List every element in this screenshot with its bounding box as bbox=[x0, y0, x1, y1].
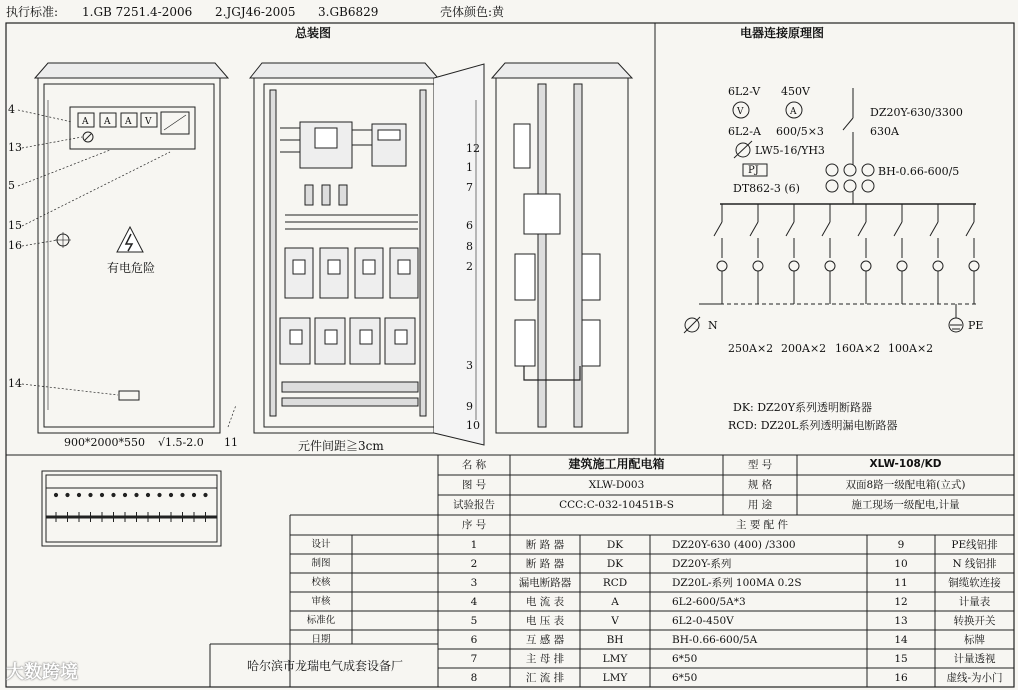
callout-13: 13 bbox=[8, 141, 22, 154]
branch-breaker bbox=[750, 222, 758, 236]
part-name2: 铜缆软连接 bbox=[948, 577, 1001, 589]
part-name2: PE线铝排 bbox=[951, 539, 998, 551]
callout-12: 12 bbox=[466, 142, 480, 155]
schematic-title: 电器连接原理图 bbox=[740, 26, 825, 40]
branch-breaker bbox=[930, 222, 938, 236]
svg-text:A: A bbox=[104, 117, 111, 127]
busbar-drawing bbox=[42, 471, 221, 546]
part-name: 电 流 表 bbox=[525, 596, 565, 608]
part-name2: 标牌 bbox=[964, 634, 985, 646]
busbar-hole bbox=[66, 493, 69, 496]
spacing-note: 元件间距≧3cm bbox=[298, 439, 384, 453]
svg-text:V: V bbox=[737, 107, 744, 117]
part-no2: 15 bbox=[894, 653, 908, 665]
branch-current-2: 200A×2 bbox=[781, 342, 827, 355]
busbar-hole bbox=[135, 493, 138, 496]
part-no2: 9 bbox=[897, 539, 905, 551]
part-name2: 计量透视 bbox=[953, 653, 996, 665]
ammeter-label: 6L2-A bbox=[728, 125, 761, 138]
branch-breaker bbox=[714, 222, 722, 236]
cabinet-side-view bbox=[492, 63, 632, 433]
voltmeter-label: 6L2-V bbox=[728, 85, 761, 98]
warning-text: 有电危险 bbox=[107, 261, 156, 275]
part-name: 断 路 器 bbox=[525, 539, 565, 551]
branch-breaker bbox=[894, 222, 902, 236]
branch-breaker bbox=[786, 222, 794, 236]
branch-rcd bbox=[789, 261, 799, 271]
busbar-hole bbox=[100, 493, 103, 496]
callout-3: 3 bbox=[466, 359, 473, 372]
part-spec: DZ20L-系列 100MA 0.2S bbox=[672, 577, 802, 589]
branch-rcd bbox=[861, 261, 871, 271]
callout-7: 7 bbox=[466, 181, 473, 194]
standards-label: 执行标准: bbox=[6, 5, 59, 19]
callout-16: 16 bbox=[8, 239, 22, 252]
pj-label: PJ bbox=[748, 165, 759, 176]
standard-1: 1.GB 7251.4-2006 bbox=[82, 5, 193, 19]
busbar-hole bbox=[77, 493, 80, 496]
approval-label: 制图 bbox=[311, 558, 331, 569]
part-name: 电 压 表 bbox=[525, 615, 565, 627]
svg-text:A: A bbox=[125, 117, 132, 127]
branch-breaker bbox=[966, 222, 974, 236]
standard-3: 3.GB6829 bbox=[318, 5, 379, 19]
part-no2: 13 bbox=[894, 615, 908, 627]
busbar-hole bbox=[181, 493, 184, 496]
watermark: 大数跨境 bbox=[6, 662, 78, 683]
part-no: 6 bbox=[470, 634, 478, 646]
part-code: BH bbox=[606, 634, 624, 646]
part-spec: 6L2-600/5A*3 bbox=[672, 596, 746, 608]
cabinet-interior-view bbox=[250, 63, 484, 445]
part-name: 漏电断路器 bbox=[518, 577, 572, 589]
ammeter-spec: 600/5×3 bbox=[776, 125, 824, 138]
busbar-hole bbox=[192, 493, 195, 496]
part-no: 3 bbox=[470, 577, 478, 589]
callout-11: 11 bbox=[224, 436, 238, 449]
name-value: 建筑施工用配电箱 bbox=[568, 457, 665, 471]
branch-breaker bbox=[858, 222, 866, 236]
switch-label: LW5-16/YH3 bbox=[755, 144, 825, 157]
part-code: DK bbox=[606, 558, 624, 570]
part-no: 5 bbox=[470, 615, 478, 627]
svg-text:A: A bbox=[790, 107, 797, 117]
part-no: 8 bbox=[470, 672, 478, 684]
callout-2: 2 bbox=[466, 260, 473, 273]
branch-breaker bbox=[822, 222, 830, 236]
approval-label: 审核 bbox=[311, 596, 331, 607]
main-parts-label: 主 要 配 件 bbox=[735, 519, 788, 531]
callout-8: 8 bbox=[466, 240, 473, 253]
main-current: 630A bbox=[870, 125, 899, 138]
branch-current-4: 100A×2 bbox=[888, 342, 934, 355]
busbar-hole bbox=[204, 493, 207, 496]
part-name: 断 路 器 bbox=[525, 558, 565, 570]
part-name2: 转换开关 bbox=[953, 615, 996, 627]
part-code: V bbox=[611, 615, 619, 627]
cabinet-front-view bbox=[18, 63, 236, 433]
branch-rcd bbox=[897, 261, 907, 271]
busbar-hole bbox=[169, 493, 172, 496]
ct-label: BH-0.66-600/5 bbox=[878, 165, 960, 178]
part-no: 1 bbox=[470, 539, 478, 551]
part-name2: 计量表 bbox=[958, 596, 991, 608]
part-name: 互 感 器 bbox=[525, 634, 565, 646]
callout-14: 14 bbox=[8, 377, 22, 390]
part-spec: BH-0.66-600/5A bbox=[672, 634, 758, 646]
breaker-model: DZ20Y-630/3300 bbox=[870, 106, 963, 119]
branch-current-3: 160A×2 bbox=[835, 342, 881, 355]
type-value: XLW-108/KD bbox=[869, 458, 942, 470]
use-label: 用 途 bbox=[747, 499, 773, 511]
part-name2: N 线铝排 bbox=[952, 558, 997, 570]
part-no: 4 bbox=[470, 596, 478, 608]
name-label: 名 称 bbox=[461, 459, 487, 471]
part-no2: 10 bbox=[894, 558, 908, 570]
drawing-value: XLW-D003 bbox=[588, 479, 645, 491]
part-code: RCD bbox=[602, 577, 628, 589]
n-label: N bbox=[708, 319, 718, 332]
callout-4: 4 bbox=[8, 103, 15, 116]
busbar-hole bbox=[54, 493, 57, 496]
busbar-hole bbox=[112, 493, 115, 496]
part-no2: 16 bbox=[894, 672, 908, 684]
spec-label: 规 格 bbox=[747, 479, 773, 491]
part-no: 2 bbox=[470, 558, 478, 570]
callout-9: 9 bbox=[466, 400, 473, 413]
part-name: 主 母 排 bbox=[525, 653, 565, 665]
part-spec: DZ20Y-630 (400) /3300 bbox=[672, 539, 796, 551]
part-code: LMY bbox=[602, 653, 628, 665]
approval-label: 标准化 bbox=[306, 615, 336, 626]
shell-color: 壳体颜色:黄 bbox=[440, 5, 505, 19]
branch-rcd bbox=[969, 261, 979, 271]
part-code: A bbox=[611, 596, 619, 608]
use-value: 施工现场一级配电,计量 bbox=[851, 499, 960, 511]
assembly-title: 总装图 bbox=[295, 26, 332, 40]
busbar-hole bbox=[146, 493, 149, 496]
callout-10: 10 bbox=[466, 419, 480, 432]
rcd-note: RCD: DZ20L系列透明漏电断路器 bbox=[728, 419, 898, 432]
part-spec: 6*50 bbox=[672, 672, 698, 684]
part-no: 7 bbox=[470, 653, 478, 665]
callout-1: 1 bbox=[466, 161, 473, 174]
drawing-label: 图 号 bbox=[461, 479, 487, 491]
branch-rcd bbox=[933, 261, 943, 271]
pe-label: PE bbox=[968, 319, 984, 332]
part-code: DK bbox=[606, 539, 624, 551]
part-code: LMY bbox=[602, 672, 628, 684]
part-name: 汇 流 排 bbox=[525, 672, 565, 684]
part-no2: 11 bbox=[894, 577, 908, 589]
part-name2: 虚线-为小门 bbox=[946, 672, 1003, 684]
approval-label: 设计 bbox=[311, 539, 331, 550]
type-label: 型 号 bbox=[747, 459, 773, 471]
report-value: CCC:C-032-10451B-S bbox=[559, 499, 674, 511]
part-no2: 14 bbox=[894, 634, 908, 646]
dk-note: DK: DZ20Y系列透明断路器 bbox=[733, 401, 872, 414]
approval-label: 校核 bbox=[311, 577, 331, 588]
meter-label: DT862-3 (6) bbox=[733, 182, 800, 195]
branch-circuits bbox=[714, 204, 979, 304]
company-name: 哈尔滨市龙瑞电气成套设备厂 bbox=[246, 659, 403, 673]
roughness: √1.5-2.0 bbox=[158, 436, 204, 449]
approval-label: 日期 bbox=[311, 634, 331, 645]
part-spec: 6L2-0-450V bbox=[672, 615, 734, 627]
spec-value: 双面8路一级配电箱(立式) bbox=[845, 479, 966, 491]
callout-15: 15 bbox=[8, 219, 22, 232]
callout-5: 5 bbox=[8, 179, 15, 192]
seq-label: 序 号 bbox=[461, 519, 487, 531]
svg-text:V: V bbox=[145, 117, 152, 127]
callout-6: 6 bbox=[466, 219, 473, 232]
busbar-hole bbox=[123, 493, 126, 496]
busbar-hole bbox=[158, 493, 161, 496]
branch-rcd bbox=[825, 261, 835, 271]
branch-rcd bbox=[753, 261, 763, 271]
report-label: 试验报告 bbox=[453, 499, 495, 511]
part-spec: DZ20Y-系列 bbox=[672, 558, 732, 570]
part-no2: 12 bbox=[894, 596, 908, 608]
part-spec: 6*50 bbox=[672, 653, 698, 665]
voltage: 450V bbox=[781, 85, 810, 98]
busbar-hole bbox=[89, 493, 92, 496]
standard-2: 2.JGJ46-2005 bbox=[215, 5, 296, 19]
dimensions: 900*2000*550 bbox=[64, 436, 145, 449]
branch-current-1: 250A×2 bbox=[728, 342, 774, 355]
branch-rcd bbox=[717, 261, 727, 271]
svg-text:A: A bbox=[82, 117, 89, 127]
